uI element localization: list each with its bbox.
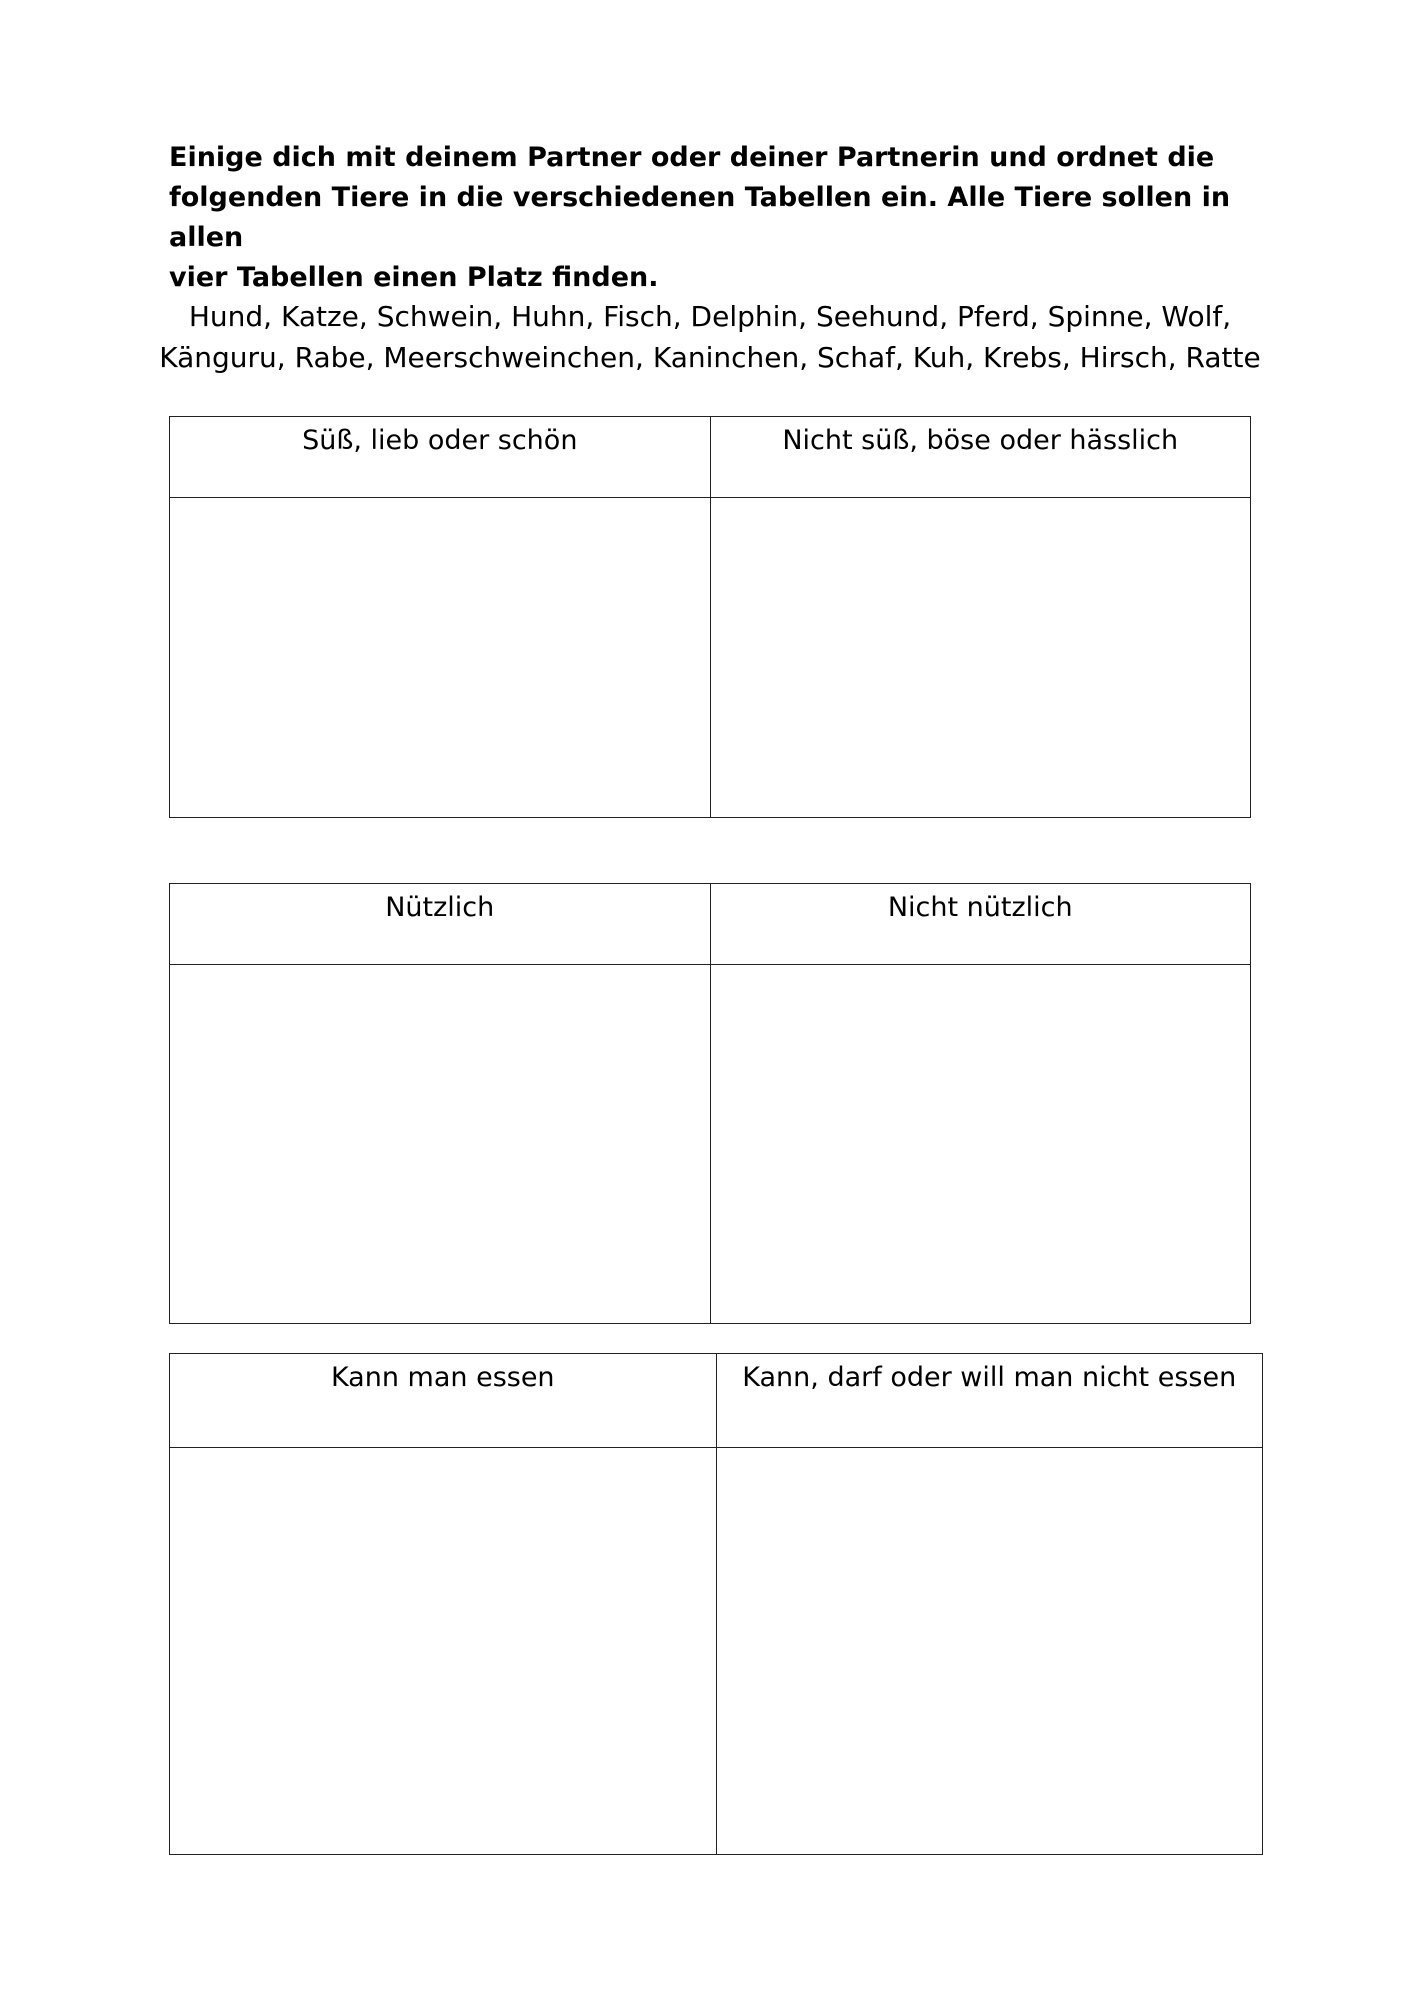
answer-cell-not-useful[interactable] — [710, 965, 1251, 1324]
sorting-table-usefulness — [169, 883, 1251, 1324]
answer-cell-edible[interactable] — [170, 1448, 717, 1855]
table-header-not-edible: Kann, darf oder will man nicht essen — [716, 1354, 1263, 1448]
answer-cell-cute[interactable] — [170, 498, 711, 818]
animal-list — [150, 296, 1270, 378]
answer-cell-useful[interactable] — [170, 965, 711, 1324]
answer-cell-not-edible[interactable] — [716, 1448, 1263, 1855]
sorting-table-edibility — [169, 1353, 1263, 1855]
table-header-cute: Süß, lieb oder schön — [170, 417, 711, 498]
table-header-not-cute: Nicht süß, böse oder hässlich — [710, 417, 1251, 498]
table-header-useful: Nützlich — [170, 884, 711, 965]
task-instruction — [169, 138, 1249, 298]
table-header-not-useful: Nicht nützlich — [710, 884, 1251, 965]
answer-cell-not-cute[interactable] — [710, 498, 1251, 818]
animal-list-line: Hund, Katze, Schwein, Huhn, Fisch, Delphin, Seehund, Pferd, Spinne, Wolf, — [188, 300, 1232, 333]
table-header-edible: Kann man essen — [170, 1354, 717, 1448]
instruction-line: Einige dich mit deinem Partner oder deiner Partnerin und ordnet die — [169, 142, 1215, 173]
instruction-line: vier Tabellen einen Platz finden. — [169, 262, 659, 293]
animal-list-line: Känguru, Rabe, Meerschweinchen, Kaninchen, Schaf, Kuh, Krebs, Hirsch, Ratte — [159, 341, 1261, 374]
instruction-line: folgenden Tiere in die verschiedenen Tabellen ein. Alle Tiere sollen in allen — [169, 182, 1231, 253]
sorting-table-cuteness — [169, 416, 1251, 818]
